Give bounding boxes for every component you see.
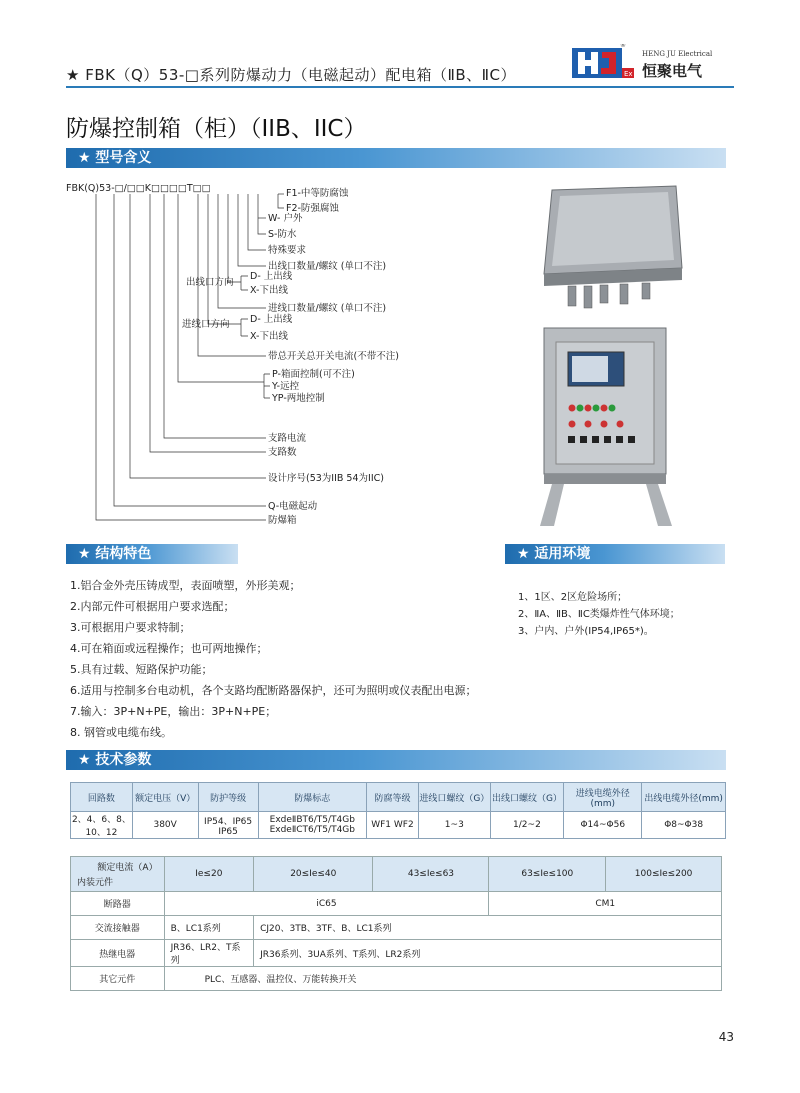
range-header: 63≤Ie≤100 [489, 857, 606, 892]
section-params-label: ★ 技术参数 [78, 752, 152, 768]
params-header-cell: 防爆标志 [258, 783, 366, 812]
feature-item: 8. 钢管或电缆布线。 [70, 726, 172, 739]
component-value: JR36系列、3UA系列、T系列、LR2系列 [254, 940, 722, 967]
component-value: PLC、互感器、温控仪、万能转换开关 [164, 967, 721, 991]
label-box: 防爆箱 [268, 515, 297, 526]
product-photo [538, 182, 686, 530]
feature-item: 1.铝合金外壳压铸成型，表面喷塑，外形美观； [70, 579, 301, 592]
range-header: Ie≤20 [164, 857, 253, 892]
label-out-count: 出线口数量/螺纹 (单口不注) [268, 261, 387, 272]
params-cell: 380V [132, 812, 198, 839]
params-cell: ExdeⅡBT6/T5/T4Gb ExdeⅡCT6/T5/T4Gb [258, 812, 366, 839]
feature-item: 2.内部元件可根据用户要求选配； [70, 600, 235, 613]
logo-english: HENG JU Electrical [642, 50, 713, 58]
company-logo [572, 44, 732, 84]
label-w: W- 户外 [268, 213, 303, 224]
component-header-row [71, 857, 722, 892]
feature-item: 6.适用与控制多台电动机，各个支路均配断路器保护，还可为照明或仪表配出电源； [70, 684, 477, 697]
params-header-cell: 出线口螺纹（G） [490, 783, 564, 812]
cabinet-image [540, 328, 672, 526]
params-cell: 1~3 [419, 812, 491, 839]
label-out-x: X-下出线 [250, 285, 288, 296]
corner-top-label: 额定电流（A） [97, 863, 158, 873]
model-code-diagram [66, 176, 506, 526]
label-in-count: 进线口数量/螺纹 (单口不注) [268, 303, 387, 314]
params-header-cell: 回路数 [71, 783, 133, 812]
feature-item: 7.输入：3P+N+PE，输出：3P+N+PE； [70, 705, 277, 718]
params-header-cell: 额定电压（V） [132, 783, 198, 812]
label-f1: F1-中等防腐蚀 [286, 188, 349, 199]
component-value: CJ20、3TB、3TF、B、LC1系列 [254, 916, 722, 940]
feature-item: 5.具有过载、短路保护功能； [70, 663, 213, 676]
params-header-cell: 防护等级 [198, 783, 258, 812]
params-header-cell: 防腐等级 [366, 783, 418, 812]
label-q: Q-电磁起动 [268, 501, 318, 512]
component-row [71, 940, 722, 967]
component-value: CM1 [489, 892, 722, 916]
section-bar-structure [66, 544, 238, 564]
section-bar-params [66, 750, 726, 770]
model-code: FBK(Q)53-□/□□K□□□□T□□ [66, 183, 211, 194]
corner-bottom-label: 内装元件 [77, 878, 114, 888]
label-in-direction: 进线口方向 [182, 319, 230, 330]
params-cell: Φ14~Φ56 [564, 812, 642, 839]
page-title: 防爆控制箱（柜）（IIB、IIC） [66, 116, 367, 142]
page-number: 43 [718, 1030, 734, 1044]
component-label: 断路器 [71, 892, 165, 916]
label-special: 特殊要求 [268, 245, 307, 256]
params-header-cell: 进线电缆外径(mm) [564, 783, 642, 812]
component-row [71, 892, 722, 916]
logo-chinese: 恒聚电气 [642, 62, 703, 80]
label-design-no: 设计序号(53为IIB 54为IIC) [268, 473, 384, 484]
environment-item: 1、1区、2区危险场所； [518, 592, 628, 603]
component-row [71, 967, 722, 991]
logo-registered: ® [620, 44, 626, 49]
component-value: iC65 [164, 892, 489, 916]
component-value: JR36、LR2、T系列 [164, 940, 253, 967]
label-p: P-箱面控制(可不注) [272, 369, 355, 380]
component-label: 其它元件 [71, 967, 165, 991]
component-label: 热继电器 [71, 940, 165, 967]
label-out-direction: 出线口方向 [186, 277, 234, 288]
feature-item: 4.可在箱面或远程操作；也可两地操作； [70, 642, 268, 655]
header-rule [66, 86, 734, 88]
component-corner-cell [71, 857, 165, 892]
enclosure-top-image [544, 186, 682, 308]
component-value: B、LC1系列 [164, 916, 253, 940]
params-cell: 2、4、6、8、10、12 [71, 812, 133, 839]
label-f2: F2-防强腐蚀 [286, 203, 339, 214]
range-header: 20≤Ie≤40 [254, 857, 373, 892]
range-header: 43≤Ie≤63 [373, 857, 489, 892]
environment-item: 3、户内、户外(IP54,IP65*)。 [518, 626, 654, 637]
environment-item: 2、ⅡA、ⅡB、ⅡC类爆炸性气体环境； [518, 609, 680, 620]
params-table [70, 782, 726, 839]
section-environment-label: ★ 适用环境 [517, 546, 591, 562]
component-row [71, 916, 722, 940]
params-header-row [71, 783, 726, 812]
section-model-label: ★ 型号含义 [78, 150, 152, 166]
params-cell: Φ8~Φ38 [642, 812, 726, 839]
section-bar-model [66, 148, 726, 168]
logo-sub: Ex [624, 70, 633, 78]
component-label: 交流接触器 [71, 916, 165, 940]
label-main-switch: 带总开关总开关电流(不带不注) [268, 351, 399, 362]
params-data-row [71, 812, 726, 839]
model-code-svg [66, 176, 506, 526]
label-in-d: D- 上出线 [250, 314, 293, 325]
header-title: ★ FBK（Q）53-□系列防爆动力（电磁起动）配电箱（ⅡB、ⅡC） [66, 66, 516, 84]
range-header: 100≤Ie≤200 [606, 857, 722, 892]
section-structure-label: ★ 结构特色 [78, 546, 152, 562]
label-y: Y-远控 [272, 381, 300, 392]
label-yp: YP-两地控制 [272, 393, 325, 404]
params-cell: IP54、IP65 IP65 [198, 812, 258, 839]
label-in-x: X-下出线 [250, 331, 288, 342]
params-header-cell: 出线电缆外径(mm) [642, 783, 726, 812]
component-table [70, 856, 722, 991]
params-cell: 1/2~2 [490, 812, 564, 839]
label-branch-current: 支路电流 [268, 433, 307, 444]
label-out-d: D- 上出线 [250, 271, 293, 282]
params-cell: WF1 WF2 [366, 812, 418, 839]
section-bar-environment [505, 544, 725, 564]
feature-item: 3.可根据用户要求特制； [70, 621, 191, 634]
params-header-cell: 进线口螺纹（G） [419, 783, 491, 812]
label-s: S-防水 [268, 229, 297, 240]
label-branch-count: 支路数 [268, 447, 297, 458]
